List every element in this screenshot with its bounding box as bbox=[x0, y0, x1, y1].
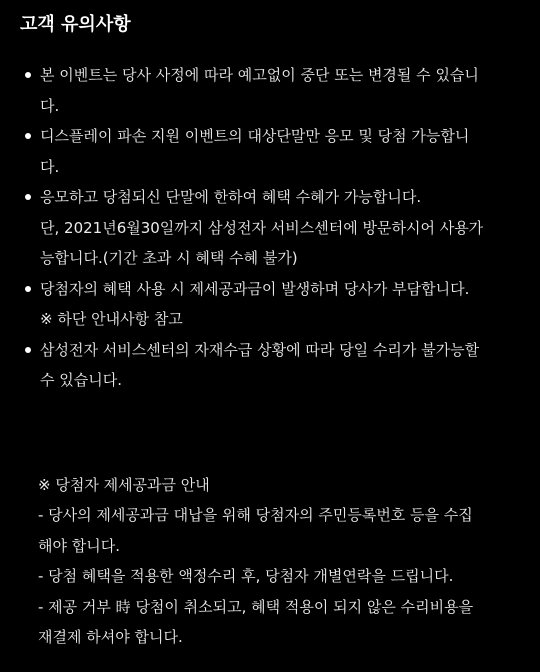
tax-fee-notice bbox=[0, 470, 540, 653]
notice-text-line: 다. bbox=[40, 96, 60, 115]
tax-fee-text-line: 재결제 하셔야 합니다. bbox=[38, 628, 183, 646]
bullet-dot-icon bbox=[25, 194, 31, 200]
tax-fee-text-line: - 제공 거부 時 당첨이 취소되고, 혜택 적용이 되지 않은 수리비용을 bbox=[38, 597, 474, 616]
list-item bbox=[0, 335, 540, 396]
bullet-dot-icon bbox=[25, 133, 31, 139]
tax-fee-text-line: 해야 합니다. bbox=[38, 536, 120, 555]
list-item bbox=[0, 60, 540, 121]
bullet-dot-icon bbox=[25, 347, 31, 353]
list-item bbox=[0, 274, 540, 335]
notice-text-line: 수 있습니다. bbox=[40, 371, 122, 389]
notice-list bbox=[0, 60, 540, 396]
tax-fee-text-line: - 당사의 제세공과금 대납을 위해 당첨자의 주민등록번호 등을 수집 bbox=[38, 506, 473, 524]
list-item bbox=[0, 182, 540, 274]
notice-text-line: 당첨자의 혜택 사용 시 제세공과금이 발생하며 당사가 부담합니다. bbox=[40, 279, 470, 298]
list-item bbox=[0, 121, 540, 182]
notice-text-line: 단, 2021년6월30일까지 삼성전자 서비스센터에 방문하시어 사용가 bbox=[40, 218, 484, 237]
tax-fee-heading: ※ 당첨자 제세공과금 안내 bbox=[38, 475, 210, 494]
notice-text-line: ※ 하단 안내사항 참고 bbox=[40, 310, 183, 328]
notice-text-line: 본 이벤트는 당사 사정에 따라 예고없이 중단 또는 변경될 수 있습니 bbox=[40, 66, 479, 84]
notice-text-line: 디스플레이 파손 지원 이벤트의 대상단말만 응모 및 당첨 가능합니 bbox=[40, 127, 470, 145]
notice-text-line: 응모하고 당첨되신 단말에 한하여 혜택 수혜가 가능합니다. bbox=[40, 188, 422, 206]
notice-text-line: 삼성전자 서비스센터의 자재수급 상황에 따라 당일 수리가 불가능할 bbox=[40, 340, 480, 359]
tax-fee-text-line: - 당첨 혜택을 적용한 액정수리 후, 당첨자 개별연락을 드립니다. bbox=[38, 567, 454, 585]
bullet-dot-icon bbox=[25, 286, 31, 292]
notice-text-line: 다. bbox=[40, 157, 60, 176]
bullet-dot-icon bbox=[25, 72, 31, 78]
page-title: 고객 유의사항 bbox=[20, 14, 131, 35]
notice-text-line: 능합니다.(기간 초과 시 혜택 수혜 불가) bbox=[40, 249, 298, 267]
